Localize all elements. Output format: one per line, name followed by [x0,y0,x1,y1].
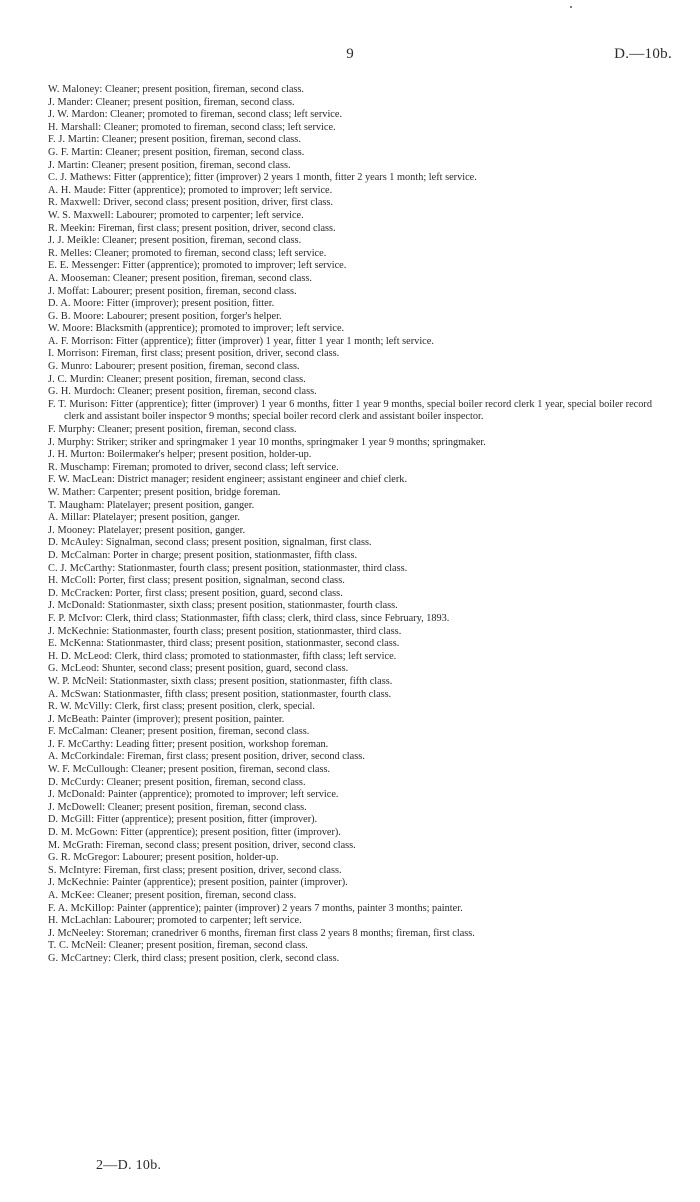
staff-name: G. H. Murdoch [48,386,113,398]
name-separator: : [104,726,111,738]
page-reference: D.—10b. [614,46,672,62]
service-record: Painter (improver); present position, painter. [101,713,285,725]
staff-record-entry [48,802,652,815]
staff-record-entry [48,588,652,601]
staff-record-entry [48,852,652,865]
staff-name: G. B. Moore [48,310,102,322]
name-separator: : [91,814,97,826]
name-separator: : [88,247,95,259]
service-record: Stationmaster, fifth class; present position, stationmaster, fourth class. [103,688,392,700]
staff-name: F. Murphy [48,424,93,436]
service-record: Shunter, second class; present position, guard, second class. [101,663,349,675]
service-record: Stationmaster, fourth class; present position, stationmaster, third class. [117,562,408,574]
name-separator: : [96,663,102,675]
staff-record-entry [48,474,652,487]
staff-record-entry [48,814,652,827]
staff-name: J. Mander [48,96,91,108]
staff-name: J. F. McCarthy [48,738,111,750]
service-record: Clerk, first class; present position, clerk, special. [114,701,315,713]
name-separator: : [100,537,106,549]
name-separator: : [110,209,117,221]
service-record: Platelayer; present position, ganger. [106,499,255,511]
staff-name: A. McCorkindale [48,751,122,763]
name-separator: : [96,348,102,360]
service-record: Cleaner; present position, fireman, second class. [95,96,295,108]
staff-record-entry [48,160,652,173]
staff-name: J. Martin [48,159,87,171]
staff-name: J. W. Mardon [48,109,105,121]
service-record: Fireman, second class; present position, driver, second class. [105,839,356,851]
staff-record-entry [48,751,652,764]
name-separator: : [101,298,107,310]
staff-record-entry [48,777,652,790]
staff-record-entry [48,789,652,802]
staff-name: J. Mooney [48,524,93,536]
staff-record-entry [48,865,652,878]
name-separator: : [109,701,115,713]
staff-record-entry [48,223,652,236]
staff-name: T. C. McNeil [48,940,104,952]
name-separator: : [101,373,107,385]
staff-name: M. McGrath [48,839,101,851]
service-record: Fireman, first class; present position, driver, second class. [101,348,340,360]
name-separator: : [101,776,107,788]
service-record: Cleaner; present position, fireman, second class. [105,146,305,158]
name-separator: : [97,197,104,209]
staff-record-entry [48,890,652,903]
service-record: Porter, first class; present position, guard, second class. [115,587,343,599]
service-record: Cleaner; present position, fireman, second class. [107,801,307,813]
name-separator: : [107,549,113,561]
service-record: Signalman, second class; present position, signalman, first class. [105,537,372,549]
name-separator: : [92,424,98,436]
service-record: Fitter (apprentice); fitter (improver) 1 year 6 months, fitter 1 year 9 months, special boiler record clerk 1 year, special boiler record clerk and assistant boiler inspector 9 months; special boiler record clerk and assistant boiler inspector. [64,398,652,423]
name-separator: : [106,461,113,473]
staff-record-entry [48,298,652,311]
staff-record-entry [48,147,652,160]
service-record: Cleaner; present position, fireman, second class. [106,373,306,385]
name-separator: : [99,146,106,158]
staff-record-entry [48,323,652,336]
name-separator: : [101,927,107,939]
name-separator: : [90,323,96,335]
service-record: Cleaner; present position, fireman, second class. [104,84,304,95]
staff-record-entry [48,701,652,714]
service-record: Leading fitter; present position, workshop foreman. [115,738,329,750]
staff-name: G. F. Martin [48,146,100,158]
name-separator: : [99,612,106,624]
name-separator: : [92,575,99,587]
name-separator: : [98,864,104,876]
staff-record-entry [48,676,652,689]
name-separator: : [108,172,114,184]
staff-record-entry [48,827,652,840]
staff-record-entry [48,424,652,437]
name-separator: : [108,952,114,964]
name-separator: : [106,877,112,889]
staff-record-entry [48,235,652,248]
staff-record-entry [48,462,652,475]
name-separator: : [107,272,113,284]
staff-record-entry [48,575,652,588]
staff-name: J. J. Meikle [48,235,97,247]
name-separator: : [125,764,132,776]
name-separator: : [98,688,104,700]
staff-name: F. J. Martin [48,134,97,146]
name-separator: : [114,827,121,839]
staff-name: C. J. McCarthy [48,562,113,574]
staff-record-entry [48,134,652,147]
service-record: Carpenter; present position, bridge foreman. [98,487,281,498]
staff-name: G. Munro [48,361,90,373]
staff-record-entry [48,663,652,676]
staff-name: A. McKee [48,890,92,901]
name-separator: : [86,159,92,171]
name-separator: : [109,650,115,662]
staff-name: W. S. Maxwell [48,209,111,221]
service-record: Blacksmith (apprentice); promoted to improver; left service. [95,323,345,335]
service-record: Cleaner; promoted to fireman, second class; left service. [94,247,327,259]
staff-record-entry [48,613,652,626]
staff-record-entry [48,626,652,639]
service-record: Fitter (apprentice); promoted to improver; left service. [108,184,333,196]
name-separator: : [96,134,102,146]
name-separator: : [98,121,104,133]
staff-name: J. McDonald [48,600,103,612]
service-record: Stationmaster, sixth class; present position, stationmaster, fifth class. [109,675,393,687]
service-record: Platelayer; present position, ganger. [97,524,246,536]
name-separator: : [95,713,102,725]
staff-name: J. Murphy [48,436,92,448]
staff-record-entry [48,500,652,513]
service-record: Cleaner; present position, fireman, second class. [101,134,301,146]
name-separator: : [110,738,116,750]
name-separator: : [104,398,111,410]
service-record: Labourer; present position, forger's helper. [106,310,282,322]
staff-name: E. E. Messenger [48,260,117,272]
service-record: Fitter (improver); present position, fitter. [106,298,275,310]
service-record: District manager; resident engineer; assistant engineer and chief clerk. [117,474,408,486]
staff-record-entry [48,487,652,500]
name-separator: : [91,436,97,448]
staff-name: J. McKechnie [48,877,107,889]
name-separator: : [86,285,92,297]
service-record: Striker; striker and springmaker 1 year 10 months, springmaker 1 year 9 months; springmaker. [96,436,486,448]
name-separator: : [92,524,98,536]
staff-record-entry [48,197,652,210]
staff-record-entry [48,348,652,361]
name-separator: : [90,96,96,108]
page-number: 9 [346,46,354,62]
service-record: Painter (apprentice); painter (improver) 2 years 7 months, painter 3 months; painter. [116,902,463,914]
staff-record-entry [48,109,652,122]
staff-record-entry [48,915,652,928]
service-record: Fitter (apprentice); present position, fitter (improver). [120,827,341,839]
service-record: Cleaner; present position, fireman, second class. [117,386,317,398]
staff-name: W. P. McNeil [48,675,105,687]
name-separator: : [104,109,111,121]
staff-record-entry [48,248,652,261]
name-separator: : [92,222,98,234]
staff-record-entry [48,638,652,651]
staff-name: F. A. McKillop [48,902,112,914]
service-record: Fitter (apprentice); present position, fitter (improver). [96,814,318,826]
name-separator: : [103,940,109,952]
service-record: Labourer; promoted to carpenter; left service. [114,915,302,927]
name-separator: : [109,587,116,599]
service-record: Cleaner; promoted to fireman, second class; left service. [110,109,343,121]
staff-record-entry [48,185,652,198]
staff-name: R. W. McVilly [48,701,110,713]
staff-name: D. McCurdy [48,776,102,788]
service-record: Cleaner; present position, fireman, second class. [106,776,306,788]
staff-name: J. McNeeley [48,927,102,939]
service-record: Clerk, third class; present position, clerk, second class. [113,952,340,964]
staff-record-entry [48,512,652,525]
staff-name: D. McCracken [48,587,110,599]
name-separator: : [111,902,117,914]
staff-name: D. A. Moore [48,298,102,310]
staff-name: J. H. Murton [48,449,102,461]
service-record: Cleaner; promoted to fireman, second class; left service. [103,121,336,133]
staff-name: G. R. McGregor [48,852,117,864]
staff-name: F. T. Murison [48,398,105,410]
staff-record-entry [48,840,652,853]
staff-record-entry [48,437,652,450]
name-separator: : [91,890,98,901]
name-separator: : [101,310,107,322]
name-separator: : [102,789,108,801]
staff-name: D. M. McGown [48,827,115,839]
staff-name: W. Maloney [48,84,100,95]
service-record: Stationmaster, fourth class; present position, stationmaster, third class. [111,625,402,637]
service-record: Painter (apprentice); present position, painter (improver). [111,877,348,889]
service-record: Labourer; present position, fireman, second class. [94,361,300,373]
staff-name: J. McDowell [48,801,103,813]
service-record: Clerk, third class; promoted to stationmaster, fifth class; left service. [114,650,397,662]
staff-record-entry [48,953,652,966]
staff-record-entry [48,550,652,563]
staff-name: D. McGill [48,814,92,826]
name-separator: : [101,499,107,511]
staff-record-entry [48,273,652,286]
service-record: Cleaner; present position, fireman, second class. [102,235,302,247]
service-record: Fitter (apprentice); fitter (improver) 2 years 1 month, fitter 2 years 1 month; left service. [113,172,477,184]
name-separator: : [112,562,118,574]
staff-name: W. F. McCullough [48,764,126,776]
staff-name: J. McBeath [48,713,96,725]
name-separator: : [89,361,95,373]
service-record: Cleaner; present position, fireman, second class. [112,272,312,284]
staff-name: W. Moore [48,323,91,335]
service-record: Platelayer; present position, ganger. [92,512,240,524]
staff-name: F. W. MacLean [48,474,112,486]
name-separator: : [102,600,108,612]
staff-record-entry [48,449,652,462]
service-record: Boilermaker's helper; present position, holder-up. [107,449,312,461]
staff-record-entry [48,361,652,374]
service-record: Stationmaster, third class; present position, stationmaster, second class. [106,638,400,650]
service-record: Fireman, first class; present position, driver, second class. [103,864,342,876]
staff-record-entry [48,928,652,941]
staff-name: H. McColl [48,575,93,587]
service-record: Porter in charge; present position, stationmaster, fifth class. [112,549,358,561]
staff-name: D. McCalman [48,549,108,561]
staff-record-entry [48,172,652,185]
service-record: Cleaner; present position, fireman, second class. [97,424,297,436]
service-record: Fitter (apprentice); promoted to improver; left service. [122,260,347,272]
service-record: Fireman, first class; present position, driver, second class. [127,751,365,763]
staff-name: F. P. McIvor [48,612,100,624]
name-separator: : [110,335,116,347]
staff-name: A. H. Maude [48,184,103,196]
staff-record-entry [48,764,652,777]
staff-name: R. Melles [48,247,89,259]
staff-record-entry [48,399,652,424]
service-record: Cleaner; present position, fireman, second class. [91,159,291,171]
service-record: Stationmaster, sixth class; present position, stationmaster, fourth class. [107,600,398,612]
staff-name: C. J. Mathews [48,172,109,184]
staff-name: W. Mather [48,487,93,498]
name-separator: : [101,638,107,650]
service-record: Labourer; present position, holder-up. [122,852,279,864]
service-record: Cleaner; present position, fireman, second class. [131,764,331,776]
staff-record-entry [48,84,652,97]
name-separator: : [121,751,128,763]
staff-name: S. McIntyre [48,864,99,876]
name-separator: : [100,839,106,851]
service-record: Painter (apprentice); promoted to improver; left service. [107,789,339,801]
printer-signature: 2—D. 10b. [96,1158,162,1173]
staff-name: J. McKechnie [48,625,107,637]
name-separator: : [102,801,108,813]
staff-record-entry [48,336,652,349]
staff-name: R. Muschamp [48,461,107,473]
staff-name: D. McAuley [48,537,101,549]
service-record: Fireman; promoted to driver, second class; left service. [112,461,339,473]
staff-record-entry [48,689,652,702]
name-separator: : [101,449,108,461]
service-record: Fireman, first class; present position, driver, second class. [97,222,336,234]
service-record: Fitter (apprentice); fitter (improver) 1 year, fitter 1 year 1 month; left service. [115,335,434,347]
staff-record-entry [48,651,652,664]
staff-name: I. Morrison [48,348,97,360]
service-record: Cleaner; present position, fireman, second class. [108,940,308,952]
staff-record-entry [48,386,652,399]
staff-name: E. McKenna [48,638,102,650]
staff-record-entry [48,726,652,739]
name-separator: : [99,84,105,95]
service-record: Cleaner; present position, fireman, second class. [97,890,297,901]
staff-record-entry [48,374,652,387]
staff-record-entry [48,600,652,613]
staff-name: A. McSwan [48,688,99,700]
name-separator: : [108,915,115,927]
name-separator: : [92,487,98,498]
staff-name: J. C. Murdin [48,373,102,385]
staff-record-entry [48,903,652,916]
staff-name: A. F. Morrison [48,335,111,347]
name-separator: : [87,512,93,524]
service-record: Cleaner; present position, fireman, second class. [110,726,310,738]
staff-record-entry [48,260,652,273]
staff-record-entry [48,739,652,752]
staff-name: A. Millar [48,512,88,524]
service-record: Driver, second class; present position, driver, first class. [103,197,334,209]
name-separator: : [106,625,112,637]
staff-name: G. McLeod [48,663,97,675]
staff-record-entry [48,940,652,953]
staff-name: H. Marshall [48,121,99,133]
name-separator: : [111,474,118,486]
staff-name: G. McCartney [48,952,109,964]
staff-record-entry [48,122,652,135]
staff-record-entry [48,563,652,576]
staff-record-list [48,84,652,966]
service-record: Storeman; cranedriver 6 months, fireman first class 2 years 8 months; fireman, first class. [106,927,475,939]
staff-record-entry [48,311,652,324]
service-record: Labourer; present position, fireman, second class. [91,285,297,297]
staff-name: J. McDonald [48,789,103,801]
staff-name: T. Maugham [48,499,102,511]
staff-name: H. McLachlan [48,915,109,927]
staff-record-entry [48,877,652,890]
name-separator: : [116,852,123,864]
staff-name: H. D. McLeod [48,650,110,662]
name-separator: : [116,260,123,272]
staff-record-entry [48,537,652,550]
staff-record-entry [48,210,652,223]
staff-record-entry [48,97,652,110]
name-separator: : [96,235,103,247]
staff-record-entry [48,714,652,727]
name-separator: : [104,675,110,687]
staff-record-entry [48,525,652,538]
print-speck [570,6,572,8]
staff-name: F. McCalman [48,726,105,738]
service-record: Clerk, third class; Stationmaster, fifth class; clerk, third class, since February, 1893. [105,612,450,624]
staff-name: J. Moffat [48,285,87,297]
name-separator: : [102,184,109,196]
staff-name: A. Mooseman [48,272,108,284]
staff-name: R. Maxwell [48,197,98,209]
staff-name: R. Meekin [48,222,93,234]
service-record: Labourer; promoted to carpenter; left service. [116,209,304,221]
service-record: Porter, first class; present position, signalman, second class. [98,575,345,587]
name-separator: : [112,386,118,398]
staff-record-entry [48,286,652,299]
